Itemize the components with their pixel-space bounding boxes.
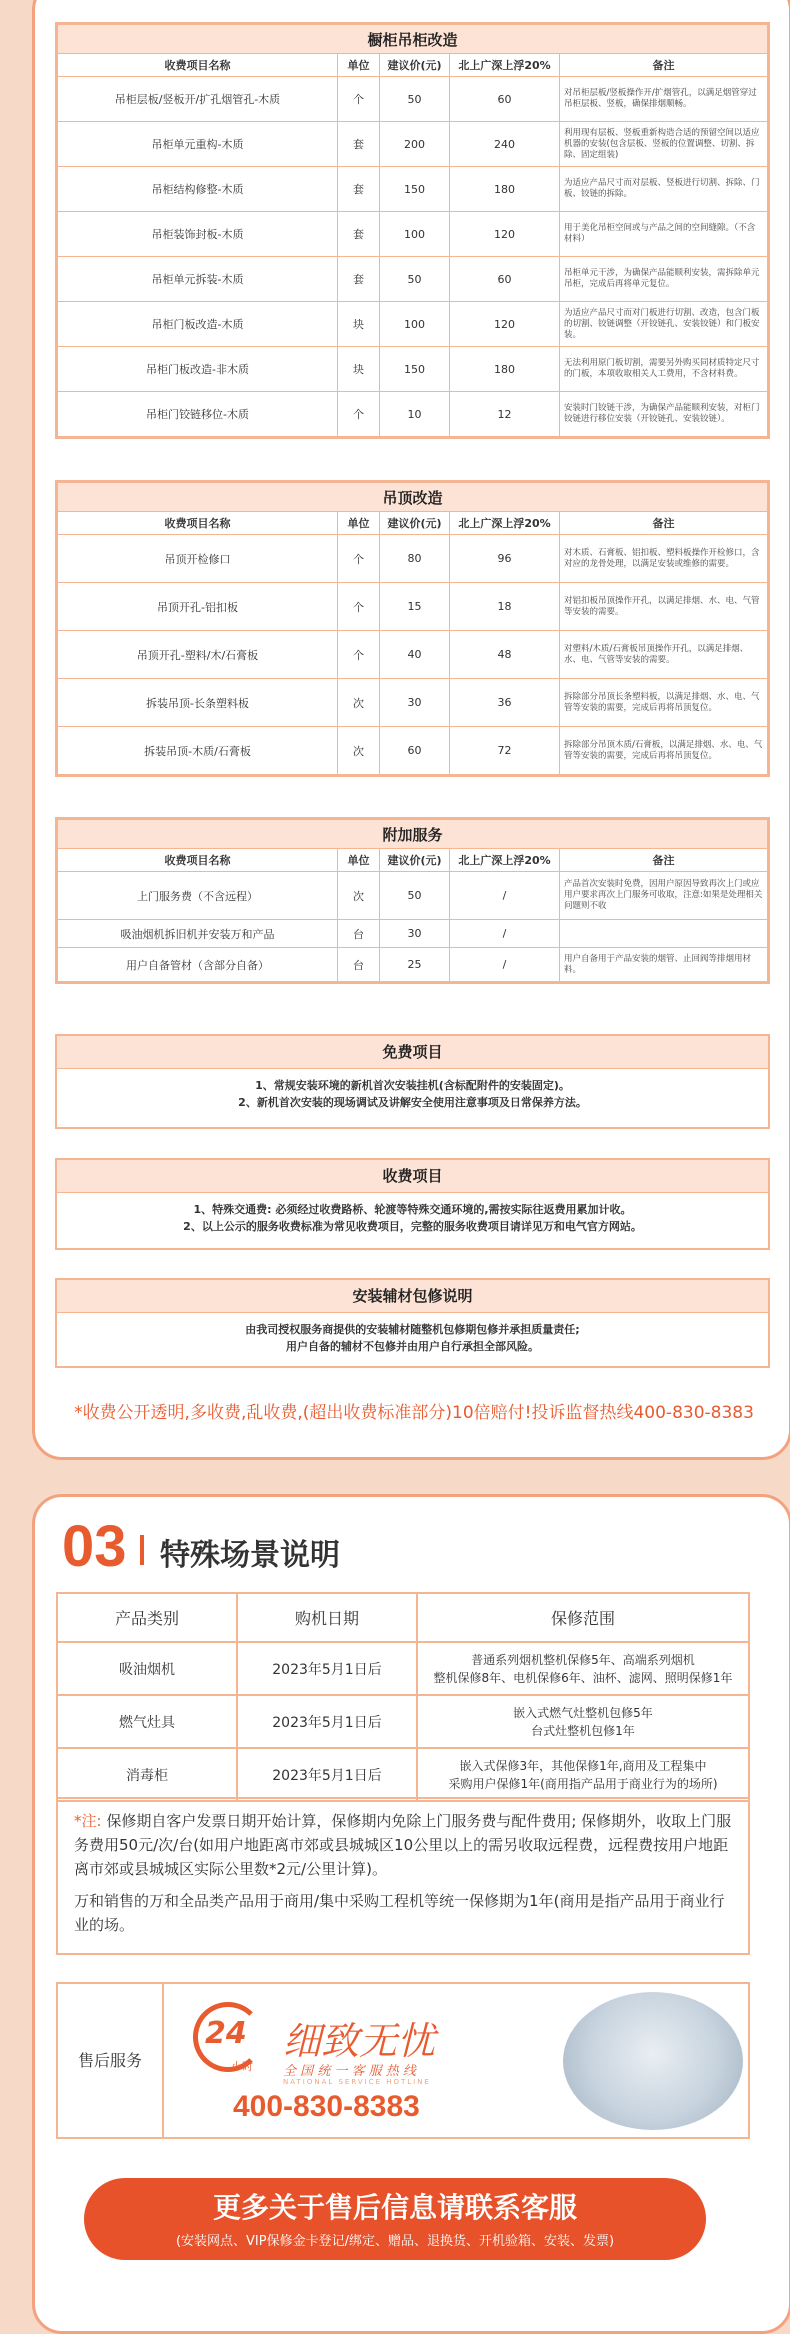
range-line: 台式灶整机包修1年 [531,1723,635,1738]
table-row [58,257,768,302]
row-note: 产品首次安装时免费，因用户原因导致再次上门或应用户要求再次上门服务可收取，注意:如果是处理相关问题则不收 [560,872,768,920]
extra-title: 附加服务 [58,820,768,849]
table-row [58,679,768,727]
row-note: 无法利用原门板切割，需要另外购买同材质特定尺寸的门板，本项收取相关人工费用，不含材料费。 [560,347,768,392]
ceiling-table [55,480,770,777]
row-price: 25 [380,948,450,982]
note-paragraph-2: 万和销售的万和全品类产品用于商用/集中采购工程机等统一保修期为1年(商用是指产品用于商业行业的场。 [74,1892,725,1934]
row-up: 120 [450,212,560,257]
row-price: 100 [380,212,450,257]
row-name: 吊柜门板改造-木质 [58,302,338,347]
warranty-title: 安装辅材包修说明 [57,1280,768,1313]
row-note: 用于美化吊柜空间或与产品之间的空间缝隙。（不含材料） [560,212,768,257]
warranty-line: 用户自备的辅材不包修并由用户自行承担全部风险。 [286,1340,539,1353]
table-row [58,535,768,583]
row-name: 吊柜门铰链移位-木质 [58,392,338,437]
range-line: 嵌入式燃气灶整机包修5年 [513,1705,653,1720]
row-date: 2023年5月1日后 [237,1748,417,1801]
row-name: 吊顶开孔-铝扣板 [58,583,338,631]
row-price: 10 [380,392,450,437]
row-unit: 套 [338,122,380,167]
row-unit: 次 [338,872,380,920]
col-unit: 单位 [338,849,380,872]
row-up: 180 [450,167,560,212]
row-unit: 台 [338,920,380,948]
table-row [58,392,768,437]
free-line: 2、新机首次安装的现场调试及讲解安全使用注意事项及日常保养方法。 [238,1096,587,1109]
row-up: 180 [450,347,560,392]
row-note: 利用现有层板、竖板重新构造合适的预留空间以适应机器的安装(包含层板、竖板的位置调整、切割、拆除、固定组装) [560,122,768,167]
col-unit: 单位 [338,512,380,535]
row-note: 吊柜单元干涉，为确保产品能顺利安装，需拆除单元吊柜，完成后再将单元复位。 [560,257,768,302]
after-sales-label: 售后服务 [58,1984,164,2137]
row-range [417,1642,749,1695]
row-up: 72 [450,727,560,775]
national-hotline-cn: 全 国 统 一 客 服 热 线 [283,2064,416,2079]
row-name: 吊顶开孔-塑料/木/石膏板 [58,631,338,679]
table-row [58,583,768,631]
col-note: 备注 [560,849,768,872]
row-unit: 套 [338,167,380,212]
row-name: 吸油烟机拆旧机并安装万和产品 [58,920,338,948]
col-note: 备注 [560,512,768,535]
service-staff-image [563,1992,743,2130]
row-name: 吊顶开检修口 [58,535,338,583]
row-up: / [450,948,560,982]
row-category: 吸油烟机 [57,1642,237,1695]
table-row [57,1695,749,1748]
row-name: 吊柜门板改造-非木质 [58,347,338,392]
special-table [56,1592,750,1802]
row-price: 30 [380,679,450,727]
col-price: 建议价(元) [380,849,450,872]
col-unit: 单位 [338,54,380,77]
row-price: 80 [380,535,450,583]
row-note: 对塑料/木质/石膏板吊顶操作开孔，以满足排烟、水、电、气管等安装的需要。 [560,631,768,679]
section-divider [140,1535,144,1565]
row-unit: 块 [338,347,380,392]
table-row [58,167,768,212]
hotline-logo [183,1994,543,2134]
free-line: 1、常规安装环境的新机首次安装挂机(含标配附件的安装固定)。 [255,1079,570,1092]
col-date: 购机日期 [237,1593,417,1642]
row-up: 240 [450,122,560,167]
row-unit: 个 [338,535,380,583]
row-note: 安装时门铰链干涉，为确保产品能顺利安装，对柜门铰链进行移位安装（开铰链孔、安装铰链）。 [560,392,768,437]
table-row [57,1748,749,1801]
table-row [58,872,768,920]
row-up: 60 [450,257,560,302]
row-price: 150 [380,347,450,392]
col-up: 北上广深上浮20% [450,849,560,872]
national-hotline-en: NATIONAL SERVICE HOTLINE [283,2078,431,2086]
row-price: 50 [380,257,450,302]
row-price: 200 [380,122,450,167]
col-name: 收费项目名称 [58,54,338,77]
row-price: 50 [380,872,450,920]
row-price: 60 [380,727,450,775]
section-number: 03 [62,1514,127,1579]
col-price: 建议价(元) [380,512,450,535]
warranty-box [55,1278,770,1368]
col-up: 北上广深上浮20% [450,512,560,535]
charge-line: 1、特殊交通费: 必须经过收费路桥、轮渡等特殊交通环境的,需按实际往返费用累加计收。 [193,1203,632,1216]
col-name: 收费项目名称 [58,849,338,872]
table-row [58,920,768,948]
row-name: 吊柜单元重构-木质 [58,122,338,167]
row-up: 12 [450,392,560,437]
range-line: 普通系列烟机整机保修5年、高端系列烟机 [471,1652,695,1667]
col-name: 收费项目名称 [58,512,338,535]
table-row [58,727,768,775]
row-unit: 个 [338,583,380,631]
row-unit: 套 [338,257,380,302]
row-name: 上门服务费（不含远程） [58,872,338,920]
col-range: 保修范围 [417,1593,749,1642]
row-up: / [450,920,560,948]
row-note: 拆除部分吊顶木质/石膏板，以满足排烟、水、电、气管等安装的需要，完成后再将吊顶复位。 [560,727,768,775]
row-price: 15 [380,583,450,631]
range-line: 采购用户保修1年(商用指产品用于商业行为的场所) [448,1776,718,1791]
note-marker: *注: [74,1812,102,1830]
contact-banner[interactable] [84,2178,706,2260]
row-note: 对铝扣板吊顶操作开孔，以满足排烟、水、电、气管等安装的需要。 [560,583,768,631]
row-name: 拆装吊顶-木质/石膏板 [58,727,338,775]
badge-24: 24 [205,2016,247,2051]
complaint-warning: *收费公开透明,多收费,乱收费,(超出收费标准部分)10倍赔付!投诉监督热线400-830-8383 [74,1403,754,1423]
col-category: 产品类别 [57,1593,237,1642]
row-unit: 个 [338,77,380,122]
row-name: 吊柜层板/竖板开/扩孔烟管孔-木质 [58,77,338,122]
row-price: 100 [380,302,450,347]
row-unit: 次 [338,679,380,727]
row-note: 用户自备用于产品安装的烟管、止回阀等排烟用材料。 [560,948,768,982]
charge-line: 2、以上公示的服务收费标准为常见收费项目，完整的服务收费项目请详见万和电气官方网站。 [183,1220,642,1233]
charge-box [55,1158,770,1250]
row-up: 36 [450,679,560,727]
free-box [55,1034,770,1129]
banner-subtitle: (安装网点、VIP保修金卡登记/绑定、赠品、退换货、开机验箱、安装、发票) [175,2234,615,2249]
row-name: 吊柜单元拆装-木质 [58,257,338,302]
row-name: 吊柜装饰封板-木质 [58,212,338,257]
hotline-number: 400-830-8383 [233,2090,420,2123]
row-up: 48 [450,631,560,679]
warranty-line: 由我司授权服务商提供的安装辅材随整机包修期包修并承担质量责任; [245,1323,580,1336]
row-note: 对木质、石膏板、铝扣板、塑料板操作开检修口，含对应的龙骨处理，以满足安装或维修的需要。 [560,535,768,583]
table-row [58,212,768,257]
range-line: 嵌入式保修3年，其他保修1年,商用及工程集中 [459,1758,707,1773]
row-name: 吊柜结构修整-木质 [58,167,338,212]
row-price: 50 [380,77,450,122]
slogan: 细致无忧 [283,2019,436,2063]
table-row [58,631,768,679]
col-note: 备注 [560,54,768,77]
table-row [58,77,768,122]
badge-hours: 小时 [231,2060,253,2073]
row-unit: 块 [338,302,380,347]
row-up: 18 [450,583,560,631]
row-unit: 套 [338,212,380,257]
row-note: 拆除部分吊顶长条塑料板，以满足排烟、水、电、气管等安装的需要，完成后再将吊顶复位。 [560,679,768,727]
row-note [560,920,768,948]
row-note: 为适应产品尺寸而对层板、竖板进行切割、拆除、门板、铰链的拆除。 [560,167,768,212]
table-row [57,1642,749,1695]
row-up: / [450,872,560,920]
row-unit: 台 [338,948,380,982]
section-title: 特殊场景说明 [160,1538,340,1573]
ceiling-title: 吊顶改造 [58,483,768,512]
row-category: 消毒柜 [57,1748,237,1801]
row-note: 对吊柜层板/竖板操作开/扩烟管孔，以满足烟管穿过吊柜层板、竖板，确保排烟顺畅。 [560,77,768,122]
row-category: 燃气灶具 [57,1695,237,1748]
row-price: 150 [380,167,450,212]
row-price: 30 [380,920,450,948]
col-price: 建议价(元) [380,54,450,77]
row-range [417,1695,749,1748]
row-unit: 次 [338,727,380,775]
row-up: 96 [450,535,560,583]
col-up: 北上广深上浮20% [450,54,560,77]
row-name: 拆装吊顶-长条塑料板 [58,679,338,727]
row-date: 2023年5月1日后 [237,1642,417,1695]
row-note: 为适应产品尺寸而对门板进行切割、改造，包含门板的切割、铰链调整（开铰链孔、安装铰链）和门板安装。 [560,302,768,347]
after-sales-box [56,1982,750,2139]
table-row [58,948,768,982]
cabinet-table [55,22,770,439]
warranty-notes [56,1797,750,1955]
note-text: 保修期自客户发票日期开始计算，保修期内免除上门服务费与配件费用; 保修期外，收取上门服务费用50元/次/台(如用户地距离市郊或县城城区10公里以上的需另收取远程费，远程费按用户地距离市郊或县城城区实际公里数*2元/公里计算)。 [74,1812,732,1878]
table-row [58,302,768,347]
row-name: 用户自备管材（含部分自备） [58,948,338,982]
row-range [417,1748,749,1801]
cabinet-title: 橱柜吊柜改造 [58,25,768,54]
row-up: 120 [450,302,560,347]
row-up: 60 [450,77,560,122]
row-unit: 个 [338,392,380,437]
charge-title: 收费项目 [57,1160,768,1193]
extra-table [55,817,770,984]
range-line: 整机保修8年、电机保修6年、油杯、滤网、照明保修1年 [433,1670,733,1685]
banner-title: 更多关于售后信息请联系客服 [212,2191,577,2224]
row-price: 40 [380,631,450,679]
note-paragraph [74,1809,732,1881]
free-title: 免费项目 [57,1036,768,1069]
table-row [58,347,768,392]
row-unit: 个 [338,631,380,679]
table-row [58,122,768,167]
row-date: 2023年5月1日后 [237,1695,417,1748]
